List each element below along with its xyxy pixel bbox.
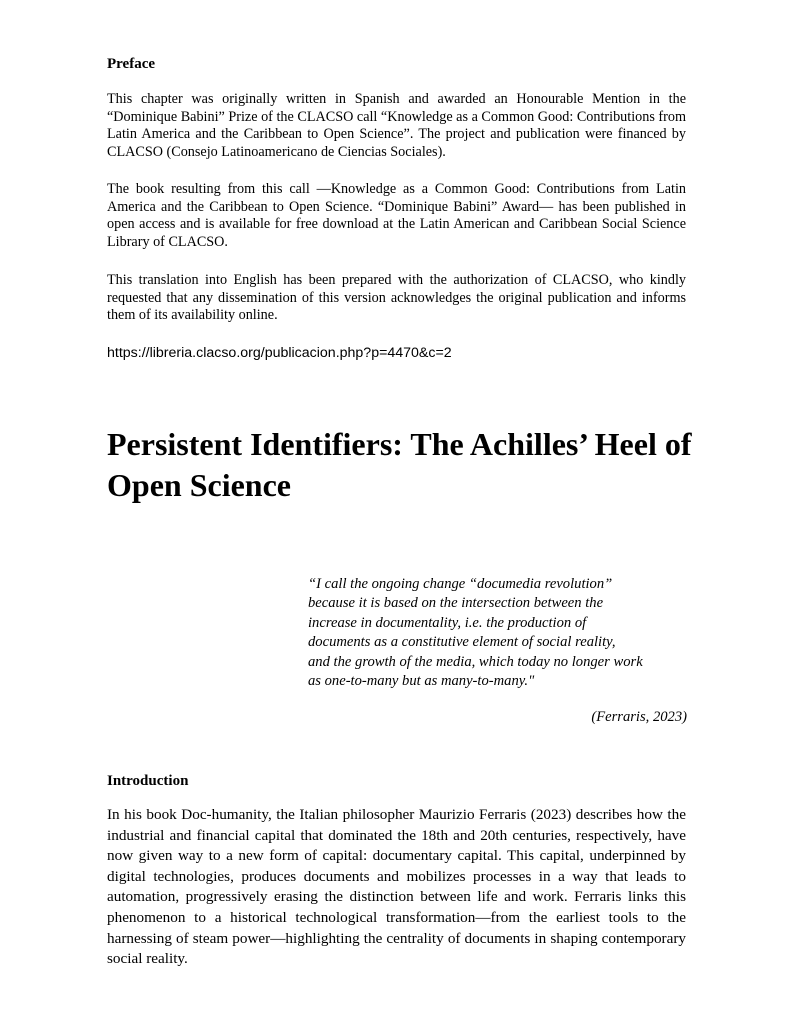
- epigraph-quote: [308, 575, 688, 691]
- epigraph-line: “I call the ongoing change “documedia revolution”: [308, 576, 613, 592]
- introduction-paragraph: In his book Doc-humanity, the Italian philosopher Maurizio Ferraris (2023) describes how the industrial and financial capital that dominated the 18th and 20th centuries, respectively, have now given way to a new form of capital: documentary capital. This capital, underpinned by digital technologies, produces documents and mobilizes processes in a way that leads to automation, progressively erasing the distinction between life and work. Ferraris links this phenomenon to a historical technological transformation—from the earliest tools to the harnessing of steam power—highlighting the centrality of documents in shaping contemporary social reality.: [107, 806, 686, 968]
- introduction-heading: Introduction: [107, 773, 189, 789]
- preface-paragraph-1: This chapter was originally written in Spanish and awarded an Honourable Mention in the “Dominique Babini” Prize of the CLACSO call “Knowledge as a Common Good: Contributions from Latin America and the Caribbean to Open Science”. The project and publication were financed by CLACSO (Consejo Latinoamericano de Ciencias Sociales).: [107, 91, 686, 161]
- epigraph-line: documents as a constitutive element of social reality,: [308, 634, 616, 651]
- epigraph-line: increase in documentality, i.e. the production of: [308, 614, 587, 631]
- publication-url[interactable]: https://libreria.clacso.org/publicacion.php?p=4470&c=2: [107, 345, 452, 361]
- chapter-title: Persistent Identifiers: The Achilles’ Heel of Open Science: [107, 426, 692, 503]
- epigraph-line: and the growth of the media, which today no longer work: [308, 653, 643, 670]
- preface-heading: Preface: [107, 56, 156, 72]
- epigraph-line: as one-to-many but as many-to-many.": [308, 673, 535, 690]
- epigraph-line: because it is based on the intersection between the: [308, 595, 604, 612]
- epigraph-citation: (Ferraris, 2023): [591, 709, 687, 725]
- preface-paragraph-3: This translation into English has been prepared with the authorization of CLACSO, who kindly requested that any dissemination of this version acknowledges the original publication and informs them of its availability online.: [107, 272, 686, 324]
- preface-paragraph-2: The book resulting from this call —Knowledge as a Common Good: Contributions from Latin America and the Caribbean to Open Science. “Dominique Babini” Award— has been published in open access and is available for free download at the Latin American and Caribbean Social Science Library of CLACSO.: [107, 181, 686, 251]
